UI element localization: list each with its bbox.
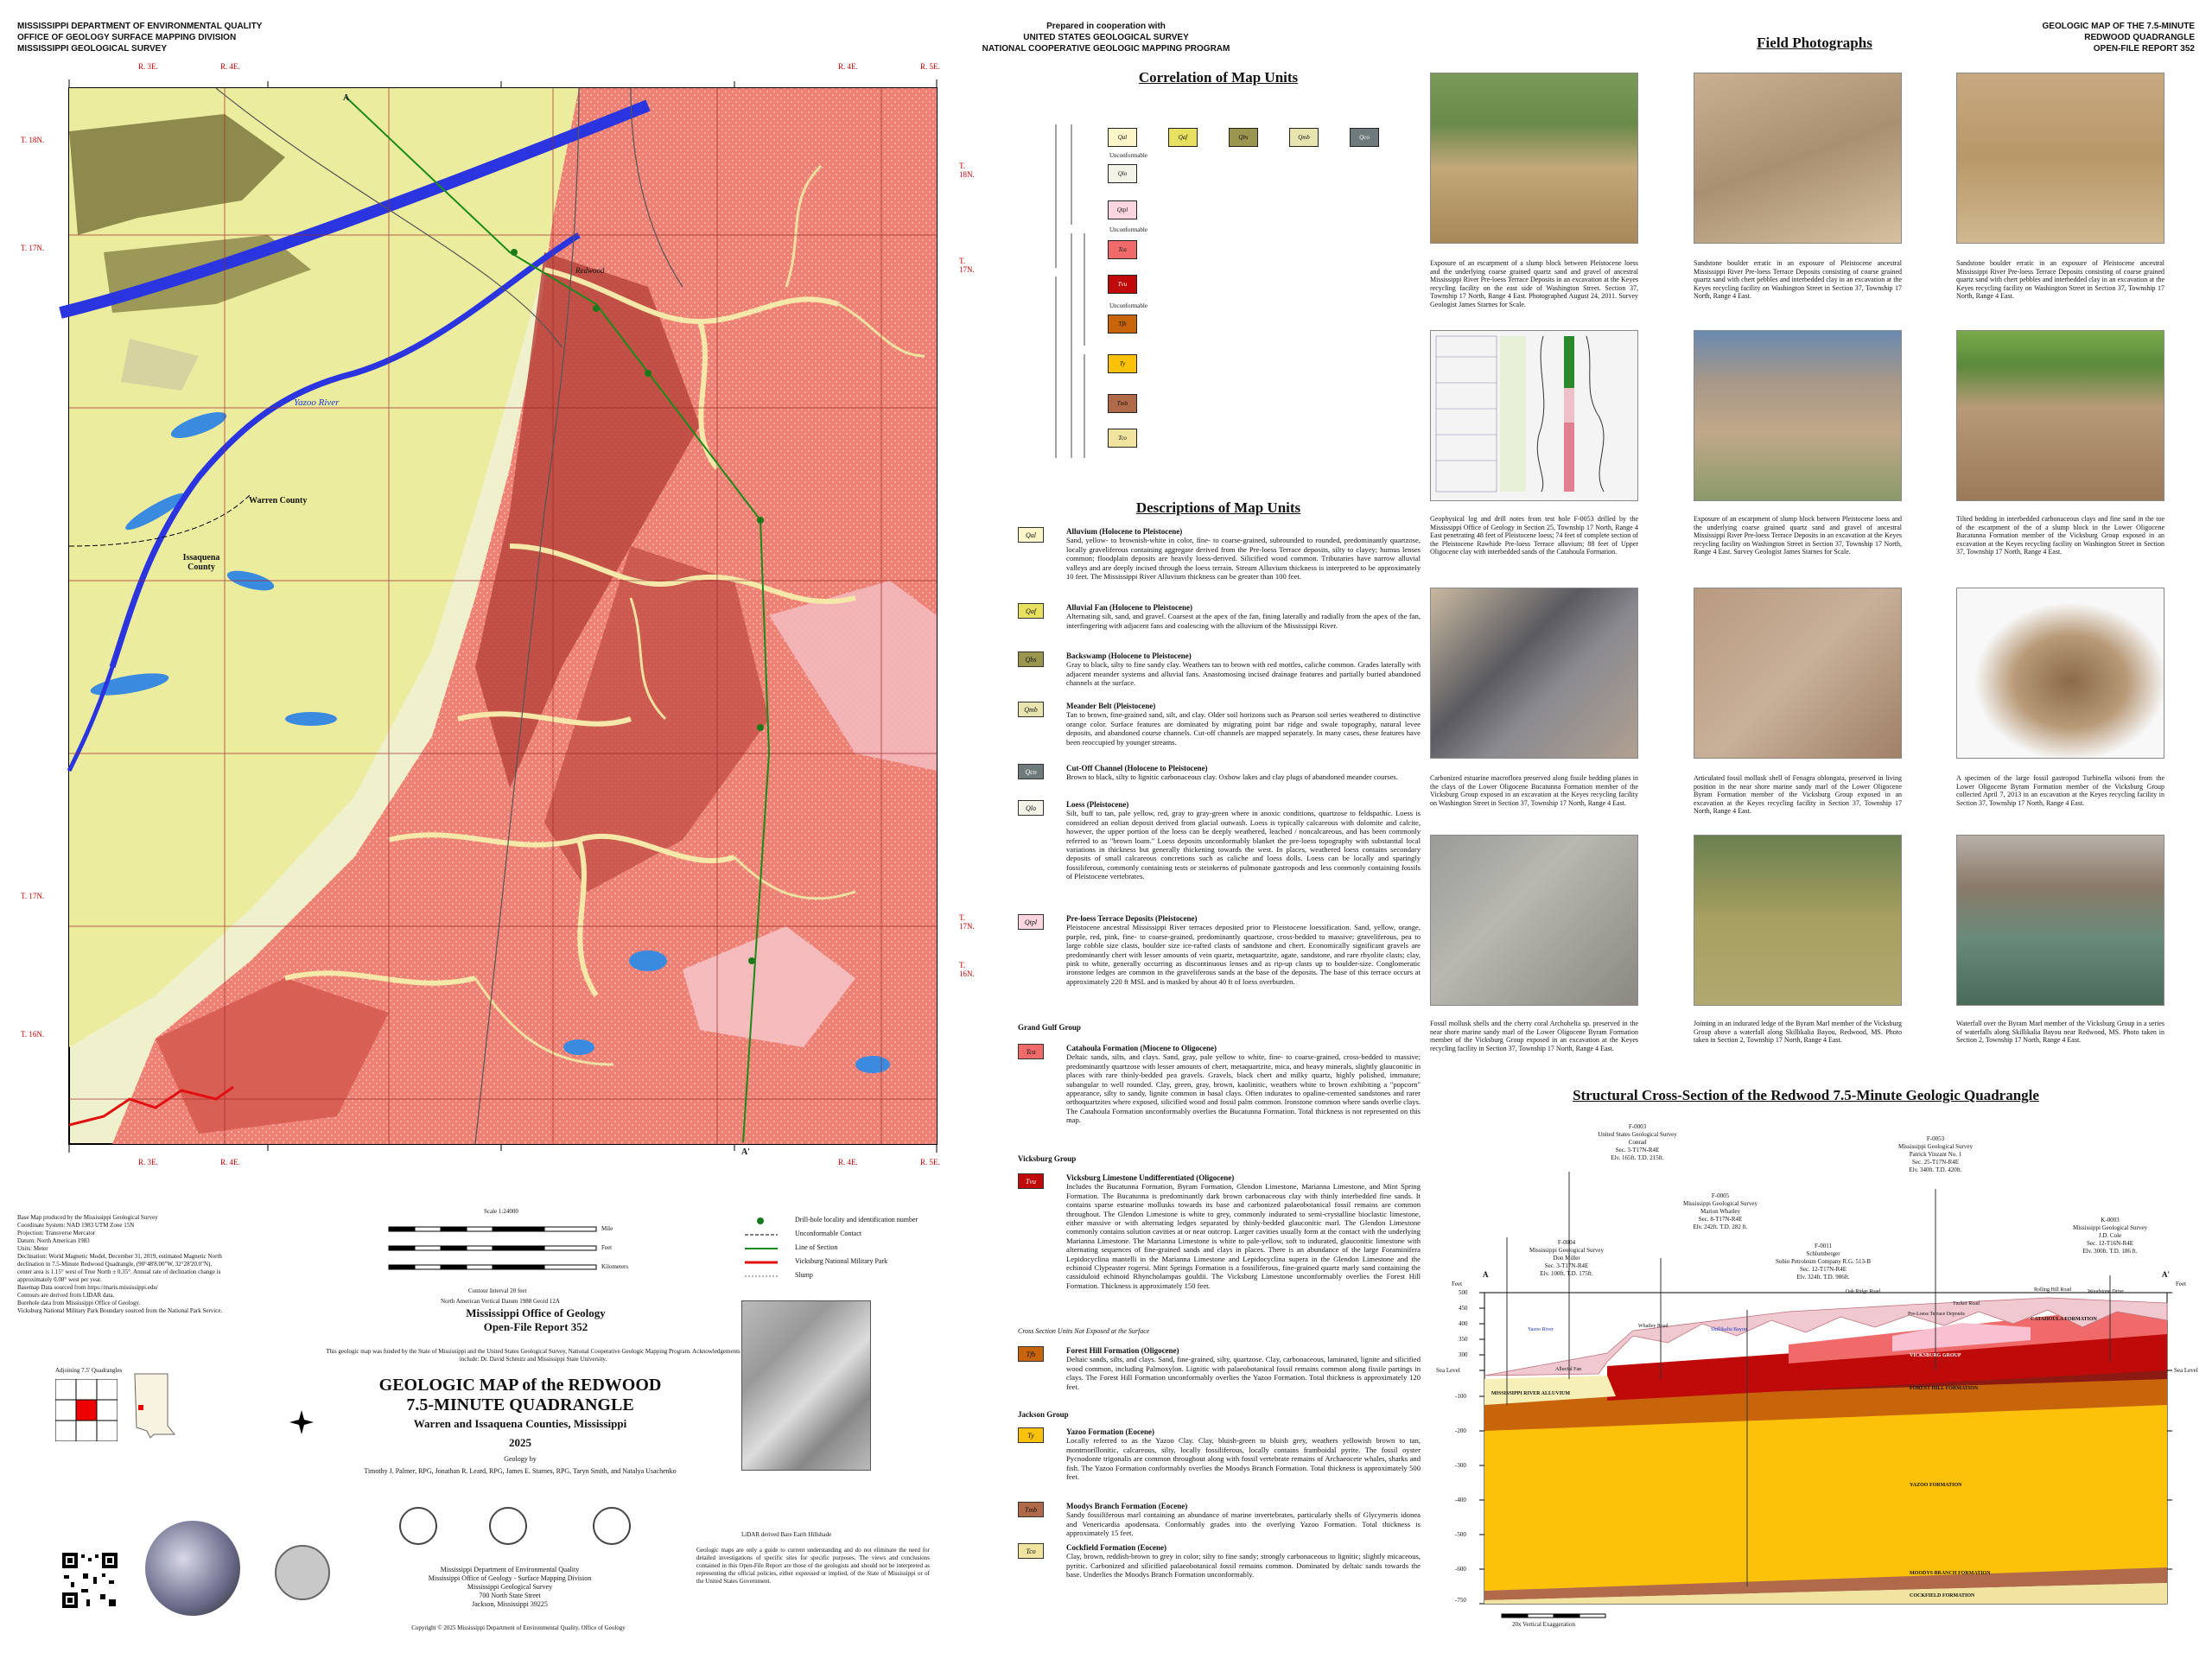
section-a-prime-label: A'	[741, 1147, 750, 1157]
well-elevation: Elv. 242ft. T.D. 282 ft.	[1693, 1224, 1748, 1230]
depth-tick: -300	[1455, 1462, 1466, 1469]
well-section: Sec. 3-T17N-R4E	[1615, 1147, 1660, 1154]
feature-label: Skillikalia Bayou	[1711, 1327, 1747, 1332]
legend-slump: Slump	[795, 1271, 813, 1279]
feet-axis-left: Feet	[1452, 1281, 1463, 1287]
township-label: T. 17N.	[21, 244, 45, 252]
unit-swatch: Qco	[1018, 764, 1044, 779]
well-header	[1673, 1192, 1768, 1231]
unit-description: Pleistocene ancestral Mississippi River terraces deposited prior to Pleistocene loessification. Sand, yellow, orange, purple, red, pink, fine- to coarse-grained, predominantly quartzose, cross-bedded to massive; graveliferous, pea to large cobble size clasts, boulder size ice-rafted clasts of sandstone and chert. Economically significant gravels are predominantly chert with lesser amounts of vein quartz, metaquartzite, agate, sandstone, and rare rhyolite clasts; clay, pink to white, generally occurring as discontinuous lenses and as rip-up clasts up to boulder-size. Conglomeratic ironstone ledges are common in the graveliferous sands at the base of the deposits. The base of this terrace occurs at approximately 220 ft MSL and is masked by about 40 ft of loess overburden.	[1066, 923, 1421, 986]
photo-caption: Carbonized estuarine macroflora preserved along fissile bedding planes in the clays of the Lower Oligocene Bucatunna Formation member of the Vicksburg Group exposed in an excavation at the Keyes recycling facility on Washington Street in Section 37, Township 17 North, Range 4 East.	[1430, 774, 1638, 807]
field-photo[interactable]	[1956, 835, 2164, 1006]
unit-swatch: Qal	[1018, 527, 1044, 543]
township-label: T. 16N.	[959, 961, 975, 978]
well-name: Marion Whatley	[1700, 1208, 1740, 1215]
geologic-map-frame[interactable]	[21, 62, 980, 1170]
depth-tick: -100	[1455, 1393, 1466, 1400]
depth-tick: -400	[1455, 1497, 1466, 1503]
address-line: Jackson, Mississippi 39225	[472, 1600, 548, 1608]
unit-description: Tan to brown, fine-grained sand, silt, and clay. Older soil horizons such as Pearson soil series weathered to distinctive orange color. Surface features are dominated by migrating point bar ridge and swale topography, natural levee deposits, and abandoned course channels. Cut-off channels are mapped separately. In many cases, these features have been reoccupied by younger streams.	[1066, 710, 1421, 747]
corr-unit-ty: Ty	[1108, 354, 1137, 373]
range-label: R. 3E.	[138, 1158, 158, 1166]
colophon-line: Basemap Data sourced from https://maris.mississippi.edu/	[17, 1284, 158, 1291]
depth-tick: -500	[1455, 1531, 1466, 1538]
address-line: 700 North State Street	[479, 1592, 541, 1599]
range-label: R. 4E.	[220, 1158, 240, 1166]
formation-label: FOREST HILL FORMATION	[1910, 1386, 1979, 1391]
colophon-line: declination in 7.5-Minute Redwood Quadrangle, (90°48'8.00"W, 32°28'20.0"N),	[17, 1261, 213, 1268]
unconformable-label: Unconformable	[1109, 226, 1147, 233]
feature-label: Oak Ridge Road	[1846, 1289, 1880, 1294]
issaquena-county-label: Issaquena County	[182, 553, 220, 572]
section-a-label: A	[1483, 1270, 1489, 1279]
cross-section[interactable]	[1426, 1120, 2203, 1638]
corr-unit-qbs: Qbs	[1229, 128, 1258, 147]
colophon-line: Base Map produced by the Mississippi Geological Survey	[17, 1214, 158, 1221]
corr-unit-tfh: Tfh	[1108, 315, 1137, 334]
unit-description: Sandy fossiliferous marl containing an abundance of marine invertebrates, particularly shells of Glycymeris idonea and Venericardia apodensata. Conformably grades into the overlying Yazoo Formation. Total thickness is approximately 15 feet.	[1066, 1510, 1421, 1538]
field-photo[interactable]	[1430, 73, 1638, 244]
address-line: Mississippi Office of Geology - Surface Mapping Division	[428, 1574, 592, 1582]
depth-tick: 450	[1459, 1305, 1468, 1312]
well-section: Sec. 12-T17N-R4E	[1799, 1266, 1847, 1273]
colophon-line: Borehole data from Mississippi Office of Geology.	[17, 1300, 141, 1306]
photo-caption: Geophysical log and drill notes from test hole F-0053 drilled by the Mississippi Office of Geology in Section 25, Township 17 North, Range 4 East penetrating 48 feet of Pleistocene loess; 74 feet of complete section of the Pleistocene Rawhide Pre-loess Terrace alluvium; 88 feet of Upper Oligocene clay with interbedded sands of the Catahoula Formation.	[1430, 515, 1638, 556]
legend-drillhole: Drill-hole locality and identification number	[795, 1216, 918, 1224]
map-colophon	[17, 1214, 346, 1315]
report-number: Open-File Report 352	[483, 1320, 588, 1333]
range-label: R. 5E.	[920, 1158, 940, 1166]
qr-code-icon[interactable]	[60, 1551, 119, 1610]
well-section: Sec. 25-T17N-R4E	[1911, 1159, 1960, 1166]
header-line: Prepared in cooperation with	[1046, 22, 1166, 31]
well-header	[1875, 1135, 1996, 1174]
corr-unit-qmb: Qmb	[1289, 128, 1319, 147]
feature-label: Whatley Road	[1638, 1324, 1669, 1329]
feature-label: Rolling Hill Road	[2034, 1287, 2072, 1293]
disclaimer: Geologic maps are only a guide to current understanding and do not eliminate the need for detailed investigations of specific sites for specific purposes. The views and conclusions contained in this Open-File Report are those of the geologists and should not be interpreted as representing the official policies, either expressed or implied, of the State of Mississippi or of the United States Government.	[696, 1547, 930, 1585]
colophon-line: Coordinate System: NAD 1983 UTM Zone 15N	[17, 1222, 135, 1229]
formation-label: YAZOO FORMATION	[1910, 1483, 1962, 1488]
well-name: Sohio Petroleum Company R.G. 513-B	[1775, 1258, 1872, 1265]
vertical-exaggeration: 20x Vertical Exaggeration	[1512, 1621, 1575, 1628]
unit-name: Meander Belt (Pleistocene)	[1066, 702, 1156, 710]
well-id: K-0003	[2101, 1217, 2120, 1224]
range-label: R. 4E.	[838, 1158, 858, 1166]
well-header	[1754, 1243, 1892, 1281]
adjoining-label: Adjoining 7.5' Quadrangles	[55, 1367, 123, 1374]
unit-swatch: Tfh	[1018, 1346, 1044, 1362]
address-block	[380, 1566, 639, 1609]
well-elevation: Elv. 340ft. T.D. 420ft.	[1909, 1166, 1962, 1173]
header-line: GEOLOGIC MAP OF THE 7.5-MINUTE	[2042, 22, 2195, 31]
well-header	[1581, 1123, 1694, 1162]
unit-swatch: Tmb	[1018, 1502, 1044, 1517]
feature-label: Yazoo River	[1528, 1327, 1554, 1332]
well-elevation: Elv. 324ft. T.D. 986ft.	[1796, 1274, 1850, 1281]
unit-description: Alternating silt, sand, and gravel. Coarsest at the apex of the fan, fining laterally and radially from the apex of the fan, interfingering with adjacent fans and coalescing with the alluvium of the Mississippi River.	[1066, 612, 1421, 630]
unit-description: Includes the Bucatunna Formation, Byram Formation, Glendon Limestone, Marianna Limestone, and Mint Spring Formation. The Bucatunna is predominantly dark brown carbonaceous clay with thinly interbedded fine sands. It contains sparse estuarine mollusks towards its base and carbonized palaeobotanical fossil remains are common throughout. The Glendon Limestone is white to grey, commonly indurated to semi-crystalline bioclastic limestone, either massive or with alternating ledges separated by thinly-bedded glauconitic marl. The Glendon Limestone commonly contains solution cavities at or near outcrop. Larger cavities usually form at the contact with the underlying Marianna Limestone. The Marianna Limestone is white to pale-yellow, soft to indurated, glauconitic limestone with alternating sequences of fine-grained sands and clays in places. There is an abundance of the large Foraminifera Lepidocyclina mantelli in the Marianna Limestone and Lepidocyclina supera in the Glendon Limestone and the echinoid Clypeaster rogersi. Mint Springs Formation is a fossiliferous, fine-grained quartz marly sand containing the cassiduloid echinoid Rhyncholampas gouldii. The Vicksburg Limestone unconformably overlies the Forest Hill Formation. Thickness is approximately 150 feet.	[1066, 1182, 1421, 1290]
header-line: REDWOOD QUADRANGLE	[2084, 33, 2195, 42]
depth-tick: -200	[1455, 1427, 1466, 1434]
scale-title: Scale 1:24000	[484, 1208, 518, 1215]
group-heading: Grand Gulf Group	[1018, 1023, 1081, 1032]
field-photo[interactable]	[1956, 330, 2164, 501]
colophon-line: Units: Meter	[17, 1245, 48, 1252]
unit-swatch: Qbs	[1018, 652, 1044, 667]
title-line-1: GEOLOGIC MAP of the REDWOOD	[378, 1376, 662, 1395]
mdeq-logo-icon	[275, 1545, 330, 1600]
range-label: R. 5E.	[920, 62, 940, 71]
well-org: Schlumberger	[1806, 1250, 1840, 1257]
header-line: MISSISSIPPI GEOLOGICAL SURVEY	[17, 44, 168, 54]
correlation-chart	[1037, 121, 1434, 467]
well-name: J.D. Cole	[2098, 1232, 2122, 1239]
corr-unit-qtpl: Qtpl	[1108, 200, 1137, 219]
unit-description: Clay, brown, reddish-brown to grey in color; silty to fine sandy; strongly carbonaceous to lignitic; slightly micaceous, pyritic. Carbonized and silicified palaeobotanical fossil remains common. Dominated by deltaic sands towards the base. Underlies the Moodys Branch Formation unconformably.	[1066, 1552, 1421, 1580]
feet-axis-right: Feet	[2176, 1281, 2187, 1287]
colophon-line: center area is 1.15° west of True North ± 0.35°. Annual rate of declination change is	[17, 1268, 221, 1275]
photo-caption: Exposure of an escarpment of slump block between Pleistocene loess and the underlying coarse grained quartz sand and gravel of ancestral Mississippi River Pre-loess Terrace Deposits in an excavation at the Keyes recycling facility on Washington Street in Section 37, Township 17 North, Range 4 East. Survey Geologist James Starnes for Scale.	[1694, 515, 1902, 556]
field-photo[interactable]	[1694, 835, 1902, 1006]
unit-name: Vicksburg Limestone Undifferentiated (Oligocene)	[1066, 1173, 1235, 1182]
well-name: Patrick Vinzant No. 1	[1909, 1151, 1962, 1158]
unit-description: Deltaic sands, silts, and clays. Sand, fine-grained, silty, quartzose. Clay, carbonaceous, laminated, lignite and silicified wood common, including Palmoxylon. Lignitic with palaeobotanical fossil remains common along fissile partings in clays. The Forest Hill Formation unconformably overlies the Yazoo Formation. Total thickness is approximately 120 feet.	[1066, 1355, 1421, 1391]
geology-by: Geology by	[504, 1455, 537, 1463]
legend-contact: Unconformable Contact	[795, 1230, 862, 1237]
legend-park: Vicksburg National Military Park	[795, 1257, 888, 1265]
unit-description: Deltaic sands, silts, and clays. Sand, gray, pale yellow to white, fine- to coarse-grained, cross-bedded to massive; predominantly quartzose with lesser amounts of chert, metaquartzite, mica, and heavy minerals, slightly glauconitic in places with rare thinly-bedded pea gravels. Gravels, black chert and milky quartz, highly polished, immature; subangular to well rounded. Clay, green, gray, brown, kaolinitic, weathers white to brown exhibiting a "popcorn" appearance, silty to sandy, lignite common in basal clays. Often indurates to opaline-cemented sandstones and rarer orthoquartzites where exposed, silicified wood and fossil palm common. Ironstone common where sands overlie clays. The Catahoula Formation unconformably overlies the Bucatunna Formation. Total thickness is not represented on this map.	[1066, 1052, 1421, 1125]
corr-unit-tvu: Tvu	[1108, 275, 1137, 294]
township-label: T. 16N.	[21, 1030, 45, 1039]
header-right	[2043, 21, 2196, 54]
header-left	[17, 21, 262, 54]
section-a-prime-label: A'	[2162, 1270, 2170, 1279]
well-header	[1519, 1239, 1614, 1278]
colophon-line: Declination: World Magnetic Model, December 31, 2019, estimated Magnetic North	[17, 1253, 222, 1260]
colophon-line: Vicksburg National Military Park Boundary sourced from the National Park Service.	[17, 1307, 223, 1314]
unit-name: Backswamp (Holocene to Pleistocene)	[1066, 652, 1192, 660]
field-photo[interactable]	[1956, 588, 2164, 759]
unit-name: Cut-Off Channel (Holocene to Pleistocene)	[1066, 764, 1208, 772]
geologist-seal-icon	[593, 1507, 631, 1545]
geologic-map[interactable]	[26, 62, 980, 1170]
funding-note: This geologic map was funded by the State of Mississippi and the United States Geological Survey, National Cooperative Geologic Mapping Program. Acknowledgements include: Dr. David Schmitz and Mississippi State University.	[326, 1348, 741, 1363]
north-arrow-icon	[289, 1410, 314, 1434]
unconformable-label: Unconformable	[1109, 302, 1147, 309]
title-block	[363, 1306, 709, 1334]
depth-tick: -600	[1455, 1566, 1466, 1573]
unit-swatch: Tca	[1018, 1044, 1044, 1059]
corr-unit-qal: Qal	[1108, 128, 1137, 147]
well-elevation: Elv. 300ft. T.D. 186 ft.	[2082, 1248, 2138, 1255]
correlation-title: Correlation of Map Units	[1138, 69, 1299, 86]
photo-caption: Sandstone boulder erratic in an exposure of Pleistocene ancestral Mississippi River Pre-loess Terrace Deposits consisting of coarse grained quartz sand with chert pebbles and interbedded clay in an excavation at the Keyes recycling facility on Washington Street in Section 37, Township 17 North, Range 4 East.	[1956, 259, 2164, 301]
org-name: Mississippi Office of Geology	[466, 1306, 606, 1319]
unit-swatch: Ty	[1018, 1427, 1044, 1443]
geologist-seal-icon	[399, 1507, 437, 1545]
header-line: UNITED STATES GEOLOGICAL SURVEY	[1023, 33, 1189, 42]
township-label: T. 18N.	[959, 162, 975, 179]
colophon-line: approximately 0.08° west per year.	[17, 1276, 102, 1283]
unit-name: Alluvium (Holocene to Pleistocene)	[1066, 527, 1183, 536]
photo-caption: Articulated fossil mollusk shell of Fenagra oblongata, preserved in living position in the near shore marine sandy marl of the Lower Oligocene Byram Formation member of the Vicksburg Group exposed in an excavation at the Keyes recycling facility in Section 37, Township 17 North, Range 4 East.	[1694, 774, 1902, 816]
unit-swatch: Qtpl	[1018, 914, 1044, 930]
depth-tick: 350	[1459, 1336, 1468, 1343]
formation-label: VICKSBURG GROUP	[1910, 1353, 1961, 1358]
unit-description: Silt, buff to tan, pale yellow, red, gray to gray-green where in anoxic conditions, quartzose to feldspathic. Loess is considered an eolian deposit derived from glacial outwash. Loess is typically calcareous with dolomite and calcite, however, the upper portion of the loess can be deeply weathered, leached / noncalcareous, and has been commonly referred to as "brown loam." Loess deposits unconformably blanket the pre-loess topography with substantial local variations in thickness but generally thickening towards the west. In places, weathered loess contains secondary deposits of small calcareous concretions such as caliche and loess dolls. Loess can be locally and sparingly fossiliferous, commonly containing tests or steinkerns of pulmonate gastropods and less commonly containing fossils of Pleistocene vertebrates.	[1066, 809, 1421, 881]
scale-mile-label: Mile	[601, 1225, 613, 1232]
colophon-line: Datum: North American 1983	[17, 1237, 90, 1244]
field-photo[interactable]	[1694, 73, 1902, 244]
mississippi-state-locator-icon	[128, 1370, 180, 1440]
authors: Timothy J. Palmer, RPG, Jonathan R. Leard, RPG, James E. Starnes, RPG, Taryn Smith, and Natalya Usachenko	[364, 1467, 677, 1475]
formation-label: MOODYS BRANCH FORMATION	[1910, 1571, 1991, 1576]
photo-caption: Fossil mollusk shells and the cherry coral Archohelia sp. preserved in the near shore marine sandy marl of the Lower Oligocene Byram Formation member of the Vicksburg Group exposed in an excavation at the Keyes recycling facility in Section 37, Township 17 North, Range 4 East.	[1430, 1020, 1638, 1052]
unit-description: Sand, yellow- to brownish-white in color, fine- to coarse-grained, subrounded to rounded, predominantly quartzose, locally graveliferous containing aggregate derived from the Pre-loess Terrace deposits, silty to clayey; humus lenses common; floodplain deposits are heavily loess-derived. Silicified wood common. Tributaries have narrow alluvial valleys and are deeply incised through the loess terrain. Stream Alluvium thickness is interpreted to be approximately 10 feet. The Mississippi River Alluvium thickness can be greater than 100 feet.	[1066, 536, 1421, 582]
unit-descriptions	[1018, 524, 1424, 1604]
header-line: OFFICE OF GEOLOGY SURFACE MAPPING DIVISION	[17, 33, 237, 42]
unconformable-label: Unconformable	[1109, 152, 1147, 159]
redwood-label: Redwood	[575, 266, 605, 275]
group-heading: Vicksburg Group	[1018, 1154, 1077, 1163]
photo-caption: Exposure of an escarpment of a slump block between Pleistocene loess and the underlying coarse grained quartz sand and gravel of ancestral Mississippi River Pre-loess Terrace Deposits in an excavation at the Keyes recycling facility on the east side of Washington Street. Section 37, Township 17 North, Range 4 East. Photographed August 24, 2011. Survey Geologist James Starnes for Scale.	[1430, 259, 1638, 308]
depth-tick: 300	[1459, 1351, 1468, 1358]
year: 2025	[509, 1436, 531, 1449]
formation-label: CATAHOULA FORMATION	[2031, 1317, 2097, 1322]
depth-tick: -750	[1455, 1597, 1466, 1604]
photo-caption: Sandstone boulder erratic in an exposure of Pleistocene ancestral Mississippi River Pre-loess Terrace Deposits consisting of coarse grained quartz sand with chert pebbles and interbedded clay in an excavation at the Keyes recycling facility on Washington Street in Section 37, Township 17 North, Range 4 East.	[1694, 259, 1902, 301]
corr-unit-tmb: Tmb	[1108, 394, 1137, 413]
unit-name: Yazoo Formation (Eocene)	[1066, 1427, 1154, 1436]
well-org: Mississippi Geological Survey	[1683, 1200, 1758, 1207]
unit-description: Locally referred to as the Yazoo Clay. Clay, bluish-green to bluish grey, weathers yellowish brown to tan, montmorillonitic, calcareous, silty, locally fossiliferous, locally contains framboidal pyrite. The fossil oyster Pycnodonte trigonalis are common throughout along with fossil vertebrate remains of Archaeocete whales, sharks and fish. The Yazoo Formation conformably overlies the Moodys Branch Formation. Total thickness is approximately 500 feet.	[1066, 1436, 1421, 1482]
township-label: T. 17N.	[959, 913, 975, 931]
scale-km-label: Kilometers	[601, 1263, 629, 1270]
field-photo[interactable]	[1694, 330, 1902, 501]
unit-name: Cockfield Formation (Eocene)	[1066, 1543, 1166, 1552]
unit-name: Catahoula Formation (Miocene to Oligocene)	[1066, 1044, 1217, 1052]
unit-name: Pre-loess Terrace Deposits (Pleistocene)	[1066, 914, 1198, 923]
photo-caption: A specimen of the large fossil gastropod Turbinella wilsoni from the Lower Oligocene Byram Formation member of the Vicksburg Group collected April 7, 2013 in an excavation at the Keyes recycling facility in Section 37, Township 17 North, Range 4 East.	[1956, 774, 2164, 807]
header-line: MISSISSIPPI DEPARTMENT OF ENVIRONMENTAL QUALITY	[17, 22, 263, 31]
corr-unit-tca: Tca	[1108, 240, 1137, 259]
township-label: T. 18N.	[21, 136, 45, 144]
address-line: Mississippi Geological Survey	[467, 1583, 553, 1591]
formation-label: COCKFIELD FORMATION	[1910, 1593, 1975, 1599]
well-header	[2050, 1217, 2171, 1255]
cross-section-units-heading: Cross Section Units Not Exposed at the Surface	[1018, 1327, 1150, 1335]
title-line-2: 7.5-MINUTE QUADRANGLE	[406, 1395, 634, 1414]
well-id: F-0003	[1628, 1123, 1647, 1130]
ncgmp-seal-icon	[145, 1521, 240, 1616]
unit-swatch: Qmb	[1018, 702, 1044, 717]
well-name: Conrad	[1628, 1139, 1647, 1146]
lidar-hillshade-inset	[741, 1300, 871, 1471]
unit-name: Alluvial Fan (Holocene to Pleistocene)	[1066, 603, 1192, 612]
depth-tick: 500	[1459, 1289, 1468, 1296]
field-photo[interactable]	[1956, 73, 2164, 244]
well-section: Sec. 12-T16N-R4E	[2086, 1240, 2134, 1247]
colophon-line: Projection: Transverse Mercator	[17, 1230, 96, 1236]
unit-swatch: Qlo	[1018, 800, 1044, 816]
header-line: NATIONAL COOPERATIVE GEOLOGIC MAPPING PROGRAM	[982, 44, 1230, 54]
well-id: F-0053	[1926, 1135, 1945, 1142]
range-label: R. 4E.	[838, 62, 858, 71]
unit-name: Forest Hill Formation (Oligocene)	[1066, 1346, 1179, 1355]
well-name: Don Miller	[1553, 1255, 1580, 1262]
photo-caption: Jointing in an indurated ledge of the Byram Marl member of the Vicksburg Group above a waterfall along Skillikalia Bayou, Redwood, MS. Photo taken in Section 2, Township 17 North, Range 4 East.	[1694, 1020, 1902, 1045]
well-org: Mississippi Geological Survey	[2073, 1224, 2147, 1231]
colophon-line: Contours are derived from LIDAR data.	[17, 1292, 115, 1299]
corr-unit-tco: Tco	[1108, 429, 1137, 448]
corr-unit-qco: Qco	[1350, 128, 1379, 147]
formation-label: MISSISSIPPI RIVER ALLUVIUM	[1491, 1391, 1571, 1396]
scale-feet-label: Feet	[601, 1244, 613, 1251]
feature-label: Tucker Road	[1953, 1301, 1980, 1306]
township-label: T. 17N.	[959, 257, 975, 274]
corr-unit-qlo: Qlo	[1108, 164, 1137, 183]
unit-description: Brown to black, silty to lignitic carbonaceous clay. Oxbow lakes and clay plugs of abandoned meander courses.	[1066, 772, 1398, 782]
well-section: Sec. 3-T17N-R4E	[1544, 1262, 1589, 1269]
copyright: Copyright © 2025 Mississippi Department of Environmental Quality, Office of Geology	[411, 1624, 626, 1631]
header-center	[950, 21, 1262, 54]
address-line: Mississippi Department of Environmental Quality	[440, 1566, 580, 1573]
descriptions-title: Descriptions of Map Units	[1135, 499, 1301, 516]
field-photo[interactable]	[1694, 588, 1902, 759]
cross-section-title: Structural Cross-Section of the Redwood 7.5-Minute Geologic Quadrangle	[1573, 1087, 2039, 1103]
well-org: United States Geological Survey	[1598, 1131, 1677, 1138]
unit-swatch: Qaf	[1018, 603, 1044, 619]
header-line: OPEN-FILE REPORT 352	[2093, 44, 2195, 54]
corr-unit-qaf: Qaf	[1168, 128, 1198, 147]
well-id: F-0011	[1815, 1243, 1832, 1249]
group-heading: Jackson Group	[1018, 1410, 1069, 1419]
unit-swatch: Tvu	[1018, 1173, 1044, 1189]
well-section: Sec. 8-T17N-R4E	[1698, 1216, 1743, 1223]
well-org: Mississippi Geological Survey	[1529, 1247, 1604, 1254]
feature-label: Pre-Loess Terrace Deposits	[1908, 1312, 1965, 1317]
field-photo[interactable]	[1430, 835, 1638, 1006]
contour-interval: Contour Interval 20 feet	[468, 1287, 527, 1294]
sea-level-right: Sea Level	[2174, 1367, 2198, 1374]
field-photo[interactable]	[1430, 588, 1638, 759]
sea-level-left: Sea Level	[1436, 1367, 1460, 1374]
warren-county-label: Warren County	[249, 496, 308, 505]
feature-label: Woodstone Drive	[2088, 1289, 2125, 1294]
photo-caption: Waterfall over the Byram Marl member of the Vicksburg Group in a series of waterfalls along Skillikalia Bayou near Redwood, MS. Photo taken in Section 2, Township 17 North, Range 4 East.	[1956, 1020, 2164, 1045]
photos-title: Field Photographs	[1757, 35, 1872, 51]
yazoo-river-label: Yazoo River	[294, 397, 340, 408]
unit-name: Loess (Pleistocene)	[1066, 800, 1129, 809]
map-title	[330, 1376, 710, 1476]
township-label: T. 17N.	[21, 892, 45, 900]
photo-caption: Tilted bedding in interbedded carbonaceous clays and fine sand in the toe of the escarpment of the of a slump block in the Lower Oligocene Bucatunna Formation member of the Vicksburg Group exposed in an excavation at the Keyes recycling facility on Washington Street in Section 37, Township 17 North, Range 4 East.	[1956, 515, 2164, 556]
lidar-caption: LiDAR derived Bare Earth Hillshade	[741, 1531, 832, 1538]
scale-bars	[380, 1218, 639, 1279]
unit-description: Gray to black, silty to fine sandy clay. Weathers tan to brown with red mottles, caliche common. Grades laterally with adjacent meander systems and alluvial fans. Anastomosing incised drainage features and partially buried abandoned channels at the surface.	[1066, 660, 1421, 688]
section-a-label: A	[343, 93, 350, 103]
well-org: Mississippi Geological Survey	[1898, 1143, 1973, 1150]
range-label: R. 3E.	[138, 62, 158, 71]
well-id: F-0004	[1557, 1239, 1576, 1246]
well-elevation: Elv. 100ft. T.D. 175ft.	[1540, 1270, 1593, 1277]
depth-tick: 400	[1459, 1320, 1468, 1327]
counties: Warren and Issaquena Counties, Mississippi	[413, 1417, 627, 1430]
legend-section-line: Line of Section	[795, 1243, 838, 1251]
unit-swatch: Tco	[1018, 1543, 1044, 1559]
well-id: F-0005	[1711, 1192, 1730, 1199]
geophysical-log-image[interactable]	[1430, 330, 1638, 501]
range-label: R. 4E.	[220, 62, 240, 71]
vertical-datum: North American Vertical Datum 1988 Geoid 12A	[441, 1298, 560, 1305]
geologist-seal-icon	[489, 1507, 527, 1545]
adjoining-quadrangles-grid	[55, 1379, 118, 1441]
feature-label: Alluvial Fan	[1555, 1367, 1582, 1372]
well-elevation: Elv. 165ft. T.D. 215ft.	[1611, 1154, 1664, 1161]
unit-name: Moodys Branch Formation (Eocene)	[1066, 1502, 1188, 1510]
